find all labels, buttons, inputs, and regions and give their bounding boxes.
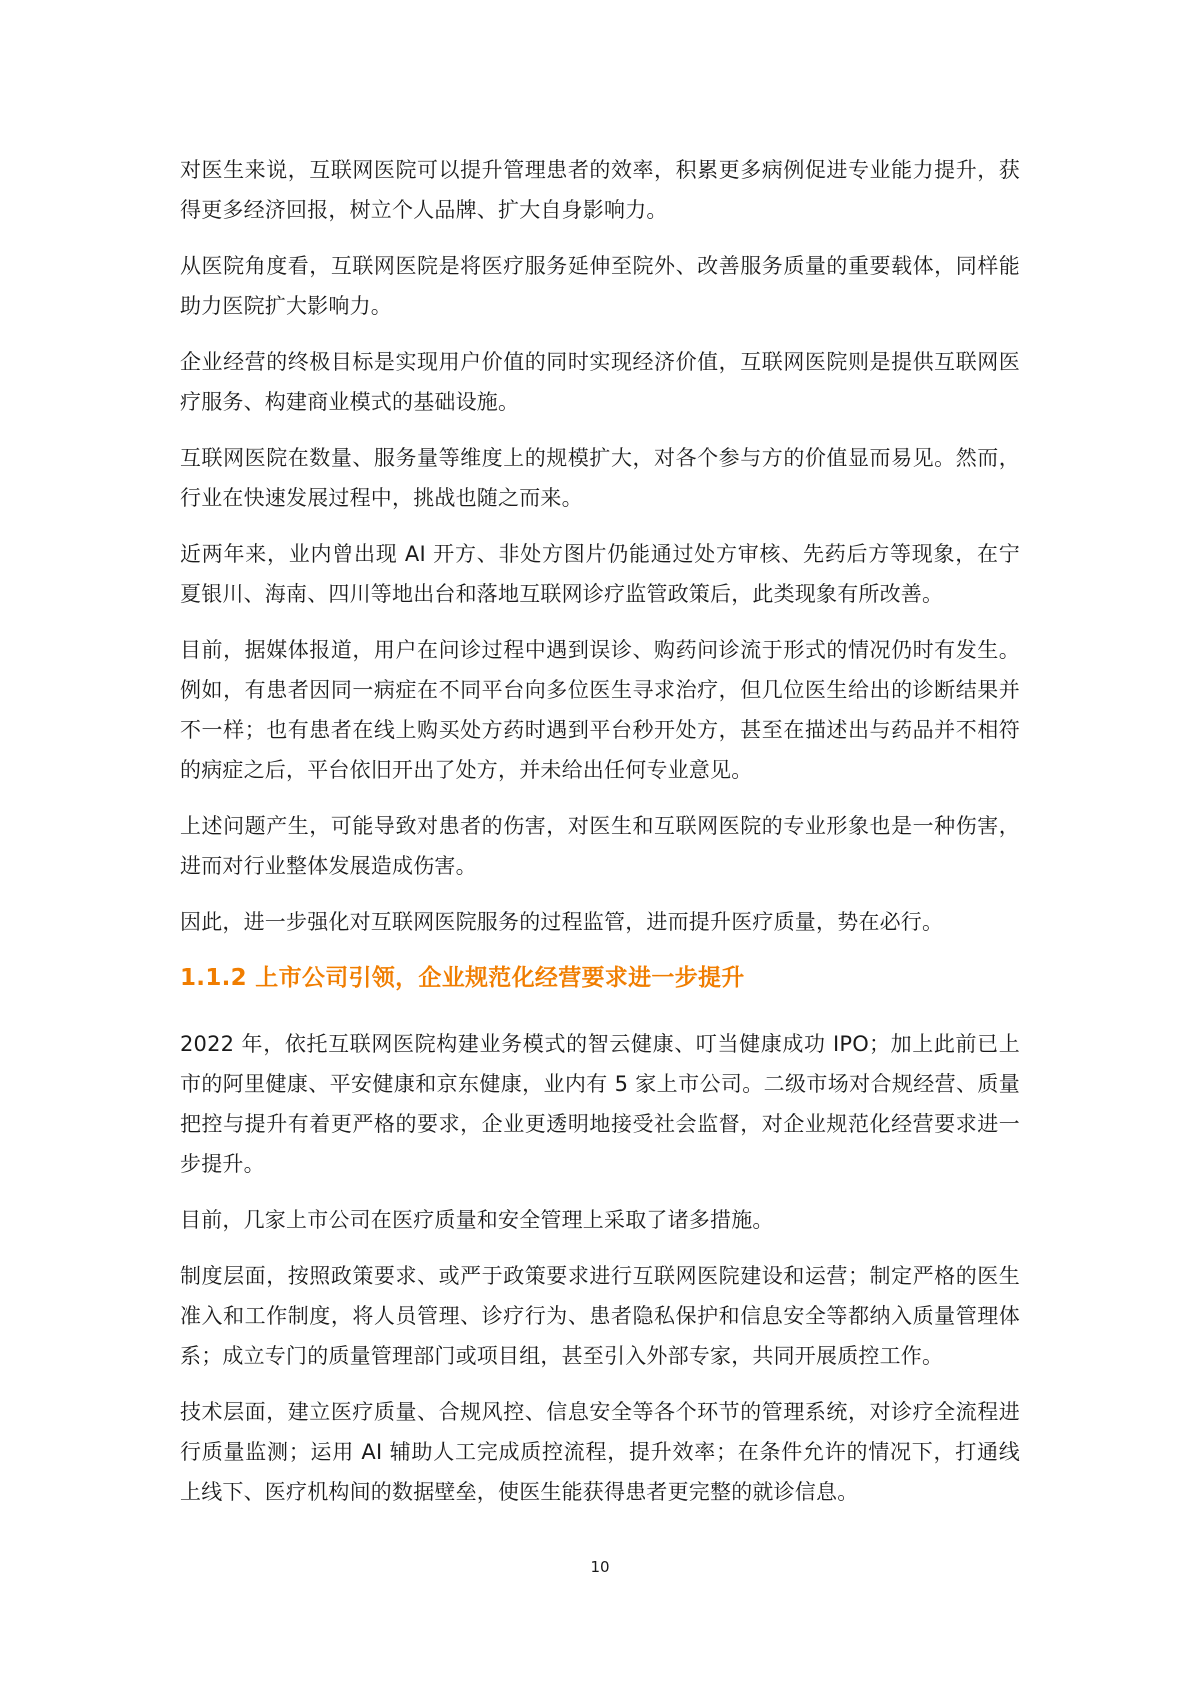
paragraph-harm: 上述问题产生，可能导致对患者的伤害，对医生和互联网医院的专业形象也是一种伤害，进而对行业整体发展造成伤害。: [180, 814, 1020, 878]
paragraph-doctor-value: 对医生来说，互联网医院可以提升管理患者的效率，积累更多病例促进专业能力提升，获得更多经济回报，树立个人品牌、扩大自身影响力。: [180, 158, 1020, 222]
paragraph-measures-intro: 目前，几家上市公司在医疗质量和安全管理上采取了诸多措施。: [180, 1208, 774, 1232]
paragraph-scale-challenges: 互联网医院在数量、服务量等维度上的规模扩大，对各个参与方的价值显而易见。然而，行业在快速发展过程中，挑战也随之而来。: [180, 446, 1020, 510]
paragraph-conclusion: 因此，进一步强化对互联网医院服务的过程监管，进而提升医疗质量，势在必行。: [180, 910, 944, 934]
paragraph-media-reports: 目前，据媒体报道，用户在问诊过程中遇到误诊、购药问诊流于形式的情况仍时有发生。例如，有患者因同一病症在不同平台向多位医生寻求治疗，但几位医生给出的诊断结果并不一样；也有患者在线上购买处方药时遇到平台秒开处方，甚至在描述出与药品并不相符的病症之后，平台依旧开出了处方，并未给出任何专业意见。: [180, 638, 1020, 782]
paragraph-listed-companies: 2022 年，依托互联网医院构建业务模式的智云健康、叮当健康成功 IPO；加上此前已上市的阿里健康、平安健康和京东健康，业内有 5 家上市公司。二级市场对合规经营、质量把控与提升有着更严格的要求，企业更透明地接受社会监督，对企业规范化经营要求进一步提升。: [180, 1032, 1020, 1176]
paragraph-institutional-measures: 制度层面，按照政策要求、或严于政策要求进行互联网医院建设和运营；制定严格的医生准入和工作制度，将人员管理、诊疗行为、患者隐私保护和信息安全等都纳入质量管理体系；成立专门的质量管理部门或项目组，甚至引入外部专家，共同开展质控工作。: [180, 1264, 1020, 1368]
page-number: 10: [590, 1558, 610, 1576]
paragraph-hospital-value: 从医院角度看，互联网医院是将医疗服务延伸至院外、改善服务质量的重要载体，同样能助力医院扩大影响力。: [180, 254, 1020, 318]
paragraph-enterprise-value: 企业经营的终极目标是实现用户价值的同时实现经济价值，互联网医院则是提供互联网医疗服务、构建商业模式的基础设施。: [180, 350, 1020, 414]
paragraph-recent-issues: 近两年来，业内曾出现 AI 开方、非处方图片仍能通过处方审核、先药后方等现象，在宁夏银川、海南、四川等地出台和落地互联网诊疗监管政策后，此类现象有所改善。: [180, 542, 1020, 606]
page-content: [180, 150, 1020, 1528]
paragraph-technical-measures: 技术层面，建立医疗质量、合规风控、信息安全等各个环节的管理系统，对诊疗全流程进行质量监测；运用 AI 辅助人工完成质控流程，提升效率；在条件允许的情况下，打通线上线下、医疗机构间的数据壁垒，使医生能获得患者更完整的就诊信息。: [180, 1400, 1020, 1504]
section-heading: 1.1.2 上市公司引领，企业规范化经营要求进一步提升: [180, 965, 745, 991]
